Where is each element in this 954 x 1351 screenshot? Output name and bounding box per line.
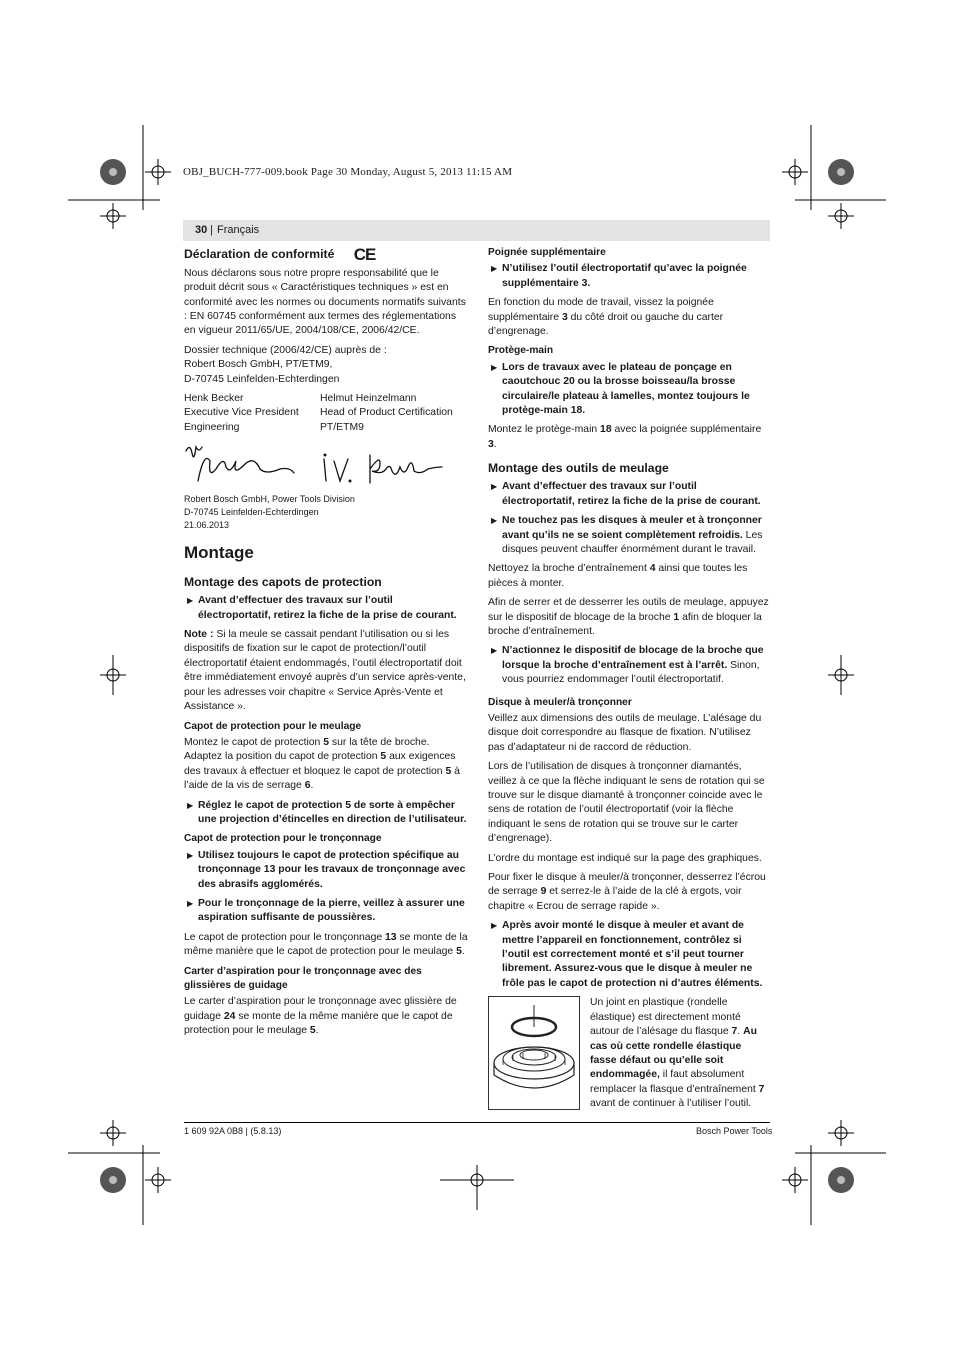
- declaration-title: Déclaration de conformité: [184, 247, 335, 261]
- joint-text-b: .: [737, 1026, 744, 1038]
- sig-footer2: D-70745 Leinfelden-Echterdingen: [184, 507, 319, 518]
- tron-paragraph: [184, 931, 468, 960]
- outils-warning1: [488, 480, 770, 509]
- carter-text-b: se monte de la même manière que le capot de protection pour le meulage: [184, 1010, 453, 1037]
- note-label: Note :: [184, 629, 214, 641]
- warning-triangle-icon: ▶: [491, 646, 498, 656]
- ref-5b: 5: [380, 751, 387, 763]
- tron-title: Capot de protection pour le tronçonnage: [184, 833, 382, 845]
- meulage-paragraph: [184, 736, 468, 794]
- nettoyez-paragraph: [488, 562, 770, 591]
- ref-7b: 7: [758, 1083, 765, 1095]
- tron-warning2: [184, 897, 468, 926]
- protege-text-c: .: [493, 438, 497, 450]
- outils-warning2: [488, 514, 770, 557]
- right-column: [488, 246, 770, 1117]
- meulage-text-a: Montez le capot de protection: [184, 736, 324, 748]
- ref-7a: 7: [731, 1026, 738, 1038]
- disque-text1: Veillez aux dimensions des outils de meulage. L’alésage du disque doit correspondre au flasque de fixation. N’utilisez pas d’adaptateur ni de raccord de réduction.: [488, 712, 762, 753]
- tron-text-a: Le capot de protection pour le tronçonnage: [184, 931, 386, 943]
- flange-illustration: [489, 997, 579, 1109]
- fixer-text-b: et serrez-le à l’aide de la clé à ergots, voir chapitre « Ecrou de serrage rapide ».: [488, 886, 742, 912]
- page-number: 30: [195, 224, 208, 236]
- poignee-text-a: En fonction du mode de travail, vissez la poignée supplémentaire: [488, 297, 714, 323]
- joint-text-c: il faut absolument remplacer la flasque d’entraînement: [590, 1069, 759, 1095]
- signatures: [184, 441, 468, 489]
- meulage-title: Capot de protection pour le meulage: [184, 720, 362, 732]
- poignee-warning: [488, 262, 770, 291]
- signer2-title: Head of Product Certification: [320, 407, 453, 419]
- afin-text-a: Afin de serrer et de desserrer les outils de meulage, appuyez sur le dispositif de blocage de la broche: [488, 597, 769, 623]
- poignee-paragraph: [488, 296, 770, 339]
- joint-text-a: Un joint en plastique (rondelle élastique) est directement monté autour de l’alésage du flasque: [590, 997, 741, 1038]
- ref-6: 6: [304, 780, 311, 792]
- warning-triangle-icon: ▶: [491, 482, 498, 492]
- ce-mark: CE: [353, 244, 376, 264]
- protege-warning-text: Lors de travaux avec le plateau de ponçage en caoutchouc 20 ou la brosse boisseau/la brosse circulaire/le plateau à lamelles, montez toujours le protège-main 18.: [502, 361, 750, 417]
- capots-warning: [184, 594, 468, 623]
- warning-triangle-icon: ▶: [187, 850, 194, 860]
- signers: [184, 392, 468, 435]
- signer2-name: Helmut Heinzelmann: [320, 393, 417, 405]
- warning-triangle-icon: ▶: [491, 921, 498, 931]
- note-text: Si la meule se cassait pendant l’utilisation ou si les dispositifs de fixation sur le capot de protection/l’outil électroportatif étaient endommagés, l’outil électroportatif doit être immédiatement envoyé auprès d’un service après-vente, pour les adresses voir chapitre « Service Après-Vente et Assistance ».: [184, 629, 466, 713]
- tron-warning1-text: Utilisez toujours le capot de protection spécifique au tronçonnage 13 pour les travaux de tronçonnage avec des abrasifs agglomérés.: [198, 849, 466, 890]
- joint-paragraph: [590, 996, 770, 1111]
- company-line1: Robert Bosch GmbH, PT/ETM9,: [184, 359, 333, 371]
- ref-5e: 5: [309, 1025, 316, 1037]
- carter-title: Carter d’aspiration pour le tronçonnage avec des glissières de guidage: [184, 965, 422, 991]
- dossier-block: [184, 344, 468, 387]
- montage-title: Montage: [184, 543, 254, 563]
- meulage-text-c: aux exigences des travaux à effectuer et bloquez le capot de protection: [184, 751, 456, 777]
- warning-triangle-icon: ▶: [187, 596, 194, 606]
- tron-text-c: .: [461, 946, 465, 958]
- fixer-paragraph: [488, 871, 770, 914]
- joint-block: [488, 996, 770, 1116]
- protege-text-b: avec la poignée supplémentaire: [611, 424, 762, 436]
- ref-1: 1: [673, 611, 680, 623]
- poignee-warning-text: N’utilisez l’outil électroportatif qu’avec la poignée supplémentaire 3.: [502, 263, 747, 289]
- outils-warning2-bold: Ne touchez pas les disques à meuler et à tronçonner avant qu’ils ne se soient complètement refroidis.: [502, 515, 762, 541]
- page-header-band: [183, 220, 770, 241]
- warning-triangle-icon: ▶: [187, 800, 194, 810]
- company-line2: D-70745 Leinfelden-Echterdingen: [184, 373, 340, 385]
- protege-title: Protège-main: [488, 345, 554, 357]
- nettoyez-text-b: ainsi que toutes les pièces à monter.: [488, 563, 748, 589]
- signer2-dept: PT/ETM9: [320, 421, 364, 433]
- flange-figure: [488, 996, 580, 1110]
- footer-docnum: 1 609 92A 0B8 | (5.8.13): [184, 1126, 282, 1136]
- signature-footer: [184, 493, 468, 532]
- tron-warning2-text: Pour le tronçonnage de la pierre, veillez à assurer une aspiration suffisante de poussières.: [198, 897, 465, 924]
- protege-warning: [488, 361, 770, 419]
- carter-text-c: .: [315, 1025, 319, 1037]
- blocage-warning-bold: N’actionnez le dispositif de blocage de la broche que lorsque la broche d’entraînement est à l’arrêt.: [502, 645, 764, 671]
- ref-18: 18: [600, 424, 612, 436]
- disque-text2: Lors de l’utilisation de disques à tronçonner diamantés, veillez à ce que la flèche indiquant le sens de rotation qui se trouve sur le disque diamanté à tronçonner coincide avec le sens de rotation de l’outil électroportatif (voir la flèche indiquant le sens de rotation qui se trouve sur le carter d’engrenage).: [488, 761, 765, 845]
- disque-text3: L’ordre du montage est indiqué sur la page des graphiques.: [488, 852, 762, 864]
- nettoyez-text-a: Nettoyez la broche d’entraînement: [488, 563, 650, 575]
- ref-13: 13: [385, 931, 397, 943]
- page-language: Français: [217, 224, 260, 236]
- meulage-text-b: sur la tête de broche. Adaptez la position du capot de protection: [184, 736, 430, 763]
- warning-triangle-icon: ▶: [491, 264, 498, 274]
- warning-triangle-icon: ▶: [491, 516, 498, 526]
- outils-title: Montage des outils de meulage: [488, 461, 669, 476]
- ref-9: 9: [540, 886, 547, 898]
- signer1: [184, 392, 320, 435]
- sig-footer1: Robert Bosch GmbH, Power Tools Division: [184, 494, 355, 505]
- ref-5a: 5: [323, 736, 329, 748]
- fixer-text-a: Pour fixer le disque à meuler/à tronçonner, desserrez l’écrou de serrage: [488, 872, 766, 898]
- poignee-title: Poignée supplémentaire: [488, 247, 606, 258]
- declaration-heading: [184, 246, 468, 263]
- warning-triangle-icon: ▶: [491, 362, 498, 372]
- declaration-text: Nous déclarons sous notre propre responsabilité que le produit décrit sous « Caractéristiques techniques » est en conformité avec les normes ou documents normatifs suivants : EN 60745 conformément aux termes des réglementations en vigueur 2011/65/UE, 2004/108/CE, 2006/42/CE.: [184, 267, 466, 337]
- footer-brand: Bosch Power Tools: [696, 1126, 773, 1136]
- ref-3a: 3: [561, 311, 568, 323]
- meulage-warning-text: Réglez le capot de protection 5 de sorte à empêcher une projection d’étincelles en direction de l’utilisateur.: [198, 799, 467, 825]
- signer1-title: Executive Vice President: [184, 407, 299, 419]
- ref-24: 24: [223, 1010, 236, 1022]
- protege-paragraph: [488, 423, 770, 452]
- blocage-warning: [488, 644, 770, 687]
- disque-title: Disque à meuler/à tronçonner: [488, 696, 632, 708]
- meulage-text-d: à l’aide de la vis de serrage: [184, 765, 460, 792]
- meulage-text-e: .: [310, 780, 314, 792]
- signature-image: [184, 441, 468, 489]
- ref-5d: 5: [456, 946, 462, 958]
- warning-triangle-icon: ▶: [187, 898, 194, 908]
- outils-warning2-text: Les disques peuvent chauffer énormément durant le travail.: [502, 529, 763, 555]
- joint-text-d: avant de continuer à l’utiliser l’outil.: [590, 1098, 752, 1110]
- sig-date: 21.06.2013: [184, 520, 230, 531]
- tron-warning1: [184, 849, 468, 892]
- joint-bold: Au cas où cette rondelle élastique fasse défaut ou qu’elle soit endommagée,: [590, 1026, 757, 1081]
- ref-5c: 5: [445, 765, 452, 777]
- signer1-name: Henk Becker: [184, 393, 244, 405]
- left-column: [184, 246, 468, 1044]
- note-paragraph: [184, 628, 468, 714]
- page-separator: |: [210, 224, 213, 236]
- carter-paragraph: [184, 995, 468, 1038]
- afin-text-b: afin de bloquer la broche d’entraînement.: [488, 611, 762, 637]
- apres-warning: [488, 919, 770, 991]
- protege-text-a: Montez le protège-main: [488, 424, 601, 436]
- footer-rule: [184, 1122, 770, 1123]
- ref-3b: 3: [488, 438, 494, 450]
- dossier-text: Dossier technique (2006/42/CE) auprès de :: [184, 344, 387, 356]
- signer1-dept: Engineering: [184, 421, 240, 433]
- print-header: OBJ_BUCH-777-009.book Page 30 Monday, August 5, 2013 11:15 AM: [183, 166, 513, 178]
- outils-warning1-text: Avant d’effectuer des travaux sur l’outil électroportatif, retirez la fiche de la prise de courant.: [502, 481, 761, 507]
- capots-warning-text: Avant d’effectuer des travaux sur l’outil électroportatif, retirez la fiche de la prise de courant.: [198, 595, 457, 621]
- poignee-text-b: du côté droit ou gauche du carter d’engrenage.: [488, 311, 724, 338]
- capots-title: Montage des capots de protection: [184, 575, 382, 590]
- carter-text-a: Le carter d’aspiration pour le tronçonnage avec glissière de guidage: [184, 996, 457, 1022]
- meulage-warning: [184, 799, 468, 828]
- afin-paragraph: [488, 596, 770, 639]
- apres-warning-text: Après avoir monté le disque à meuler et avant de mettre l’appareil en fonctionnement, contrôlez si l’outil est correctement monté et s’il peut tourner librement. Assurez-vous que le disque à meuler ne frôle pas le capot de protection ni d’autres éléments.: [502, 920, 763, 989]
- ref-4: 4: [649, 563, 656, 575]
- signer2: [320, 392, 453, 435]
- blocage-warning-text: Sinon, vous pourriez endommager l’outil électroportatif.: [502, 659, 760, 686]
- tron-text-b: se monte de la même manière que le capot de protection pour le meulage: [184, 931, 468, 958]
